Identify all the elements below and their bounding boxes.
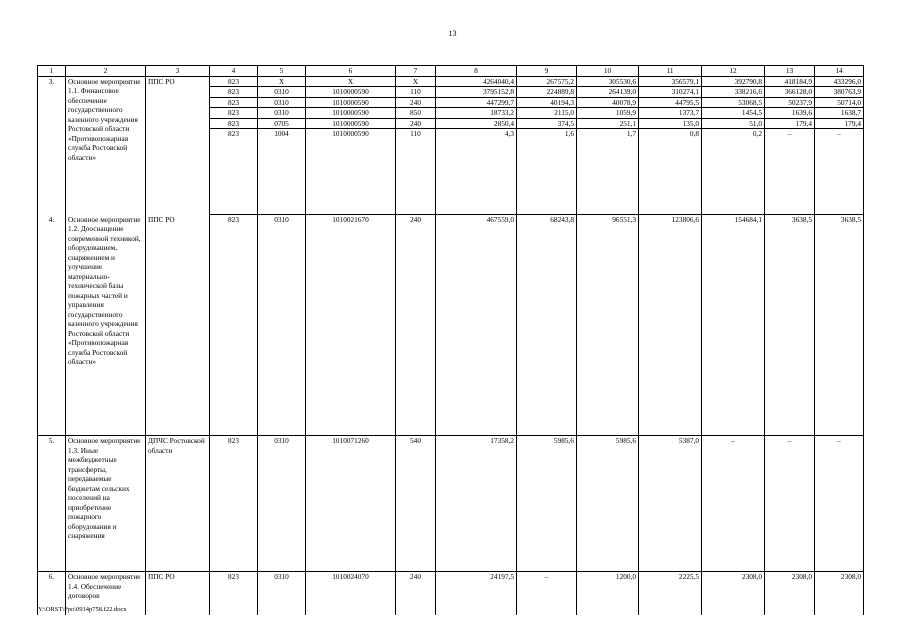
cell [396,139,436,215]
cell [577,139,639,215]
cell: Х [306,76,396,87]
cell: 154684,1 [702,215,765,436]
budget-table [37,65,864,615]
cell: 3795152,8 [436,87,517,98]
header-cell: 8 [436,66,517,77]
row-number: 3. [38,76,66,215]
header-cell: 5 [258,66,306,77]
cell: 823 [210,215,258,436]
cell: 24197,5 [436,572,517,615]
cell: 1010071260 [306,436,396,572]
header-cell: 6 [306,66,396,77]
cell: 50714,0 [815,97,864,108]
header-cell: 2 [66,66,146,77]
cell: 0705 [258,118,306,129]
measure-name: Основное мероприятие 1.1. Финансовое обеспечение государственного казенного учреждения Ростовской области «Противопожарная служба Ростовской области» [66,76,146,215]
cell: 50237,9 [765,97,815,108]
cell: 338216,6 [702,87,765,98]
cell: 40194,3 [517,97,577,108]
table-row [38,76,864,87]
cell: 0310 [258,215,306,436]
header-cell: 4 [210,66,258,77]
cell: 418184,9 [765,76,815,87]
cell: 433296,0 [815,76,864,87]
header-cell: 7 [396,66,436,77]
cell: 1200,0 [577,572,639,615]
cell: 4264040,4 [436,76,517,87]
cell: 305530,6 [577,76,639,87]
cell: 40078,9 [577,97,639,108]
cell [639,139,702,215]
cell: 267575,2 [517,76,577,87]
cell: 1373,7 [639,108,702,119]
cell [306,139,396,215]
cell: Х [396,76,436,87]
header-cell: 11 [639,66,702,77]
header-cell: 14 [815,66,864,77]
cell: – [765,436,815,572]
cell: 264139,0 [577,87,639,98]
cell [765,139,815,215]
cell: 2115,0 [517,108,577,119]
measure-name: Основное мероприятие 1.3. Иные межбюджетные трансферты, передаваемые бюджетам сельских поселений на приобретение пожарного оборудования и снаряжения [66,436,146,572]
cell: 240 [396,97,436,108]
cell: 68243,8 [517,215,577,436]
cell: 540 [396,436,436,572]
cell: 96551,3 [577,215,639,436]
cell: 1,7 [577,129,639,139]
cell: 447299,7 [436,97,517,108]
cell: 356579,1 [639,76,702,87]
cell: 1454,5 [702,108,765,119]
cell: 1639,6 [765,108,815,119]
cell: 1638,7 [815,108,864,119]
cell [517,139,577,215]
cell [210,139,258,215]
cell: 0,8 [639,129,702,139]
cell: – [815,129,864,139]
cell: – [702,436,765,572]
cell: – [815,436,864,572]
cell: 110 [396,87,436,98]
cell [258,139,306,215]
measure-name: Основное мероприятие 1.2. Дооснащение современной техникой, оборудованием, снаряжением и улучшение материально-технической базы пожарных частей и управления государственного казенного учреждения Ростовской области «Противопожарная служба Ростовской области» [66,215,146,436]
cell: 823 [210,97,258,108]
cell: 823 [210,129,258,139]
row-number: 5. [38,436,66,572]
cell: 0310 [258,87,306,98]
table-row [38,436,864,572]
cell: 2225,5 [639,572,702,615]
cell: 251,1 [577,118,639,129]
measure-name: Основное мероприятие 1.4. Обеспечение договоров [66,572,146,615]
cell: Х [258,76,306,87]
cell: 2308,0 [702,572,765,615]
cell: 1010024070 [306,572,396,615]
table-row [38,215,864,436]
cell: 110 [396,129,436,139]
measure-executor: ДПЧС Ростовской области [146,436,210,572]
cell: 5387,0 [639,436,702,572]
cell: 823 [210,572,258,615]
cell: 850 [396,108,436,119]
cell [815,139,864,215]
cell: 4,3 [436,129,517,139]
cell: 53068,5 [702,97,765,108]
cell: 1010000590 [306,87,396,98]
cell: 240 [396,215,436,436]
cell: 823 [210,76,258,87]
cell: 179,4 [765,118,815,129]
cell: 2308,0 [765,572,815,615]
cell: 240 [396,118,436,129]
row-number: 6. [38,572,66,615]
cell: 1010000590 [306,118,396,129]
cell: – [517,572,577,615]
header-cell: 3 [146,66,210,77]
cell: 1059,9 [577,108,639,119]
cell: 3638,5 [815,215,864,436]
page-number: 13 [448,29,457,38]
cell: 2308,0 [815,572,864,615]
table-header-row [38,66,864,77]
header-cell: 9 [517,66,577,77]
cell [702,139,765,215]
cell: 5985,6 [517,436,577,572]
cell: 1010021670 [306,215,396,436]
cell: – [765,129,815,139]
row-number: 4. [38,215,66,436]
cell: 0310 [258,97,306,108]
cell: 240 [396,572,436,615]
cell: 135,0 [639,118,702,129]
cell: 823 [210,118,258,129]
cell: 380763,9 [815,87,864,98]
header-cell: 10 [577,66,639,77]
cell: 467559,0 [436,215,517,436]
measure-executor: ППС РО [146,572,210,615]
file-path-footer: Y:\ORST\Ppo\0914p758.f22.docx [38,606,127,613]
cell: 0310 [258,108,306,119]
cell: 51,0 [702,118,765,129]
cell: 1010000590 [306,108,396,119]
header-cell: 12 [702,66,765,77]
cell: 224889,8 [517,87,577,98]
cell: 179,4 [815,118,864,129]
cell: 823 [210,108,258,119]
header-cell: 1 [38,66,66,77]
cell: 823 [210,87,258,98]
cell: 1,6 [517,129,577,139]
table-row [38,572,864,615]
cell: 1010000590 [306,129,396,139]
cell: 5985,6 [577,436,639,572]
cell: 123806,6 [639,215,702,436]
measure-executor: ППС РО [146,215,210,436]
cell [436,139,517,215]
cell: 823 [210,436,258,572]
cell: 44795,5 [639,97,702,108]
cell: 0,2 [702,129,765,139]
cell: 1010000590 [306,97,396,108]
cell: 0310 [258,572,306,615]
cell: 374,5 [517,118,577,129]
cell: 392790,8 [702,76,765,87]
cell: 3638,5 [765,215,815,436]
header-cell: 13 [765,66,815,77]
cell: 0310 [258,436,306,572]
cell: 366128,0 [765,87,815,98]
cell: 1004 [258,129,306,139]
measure-executor: ППС РО [146,76,210,215]
cell: 17358,2 [436,436,517,572]
cell: 2850,4 [436,118,517,129]
cell: 18733,2 [436,108,517,119]
cell: 310274,1 [639,87,702,98]
